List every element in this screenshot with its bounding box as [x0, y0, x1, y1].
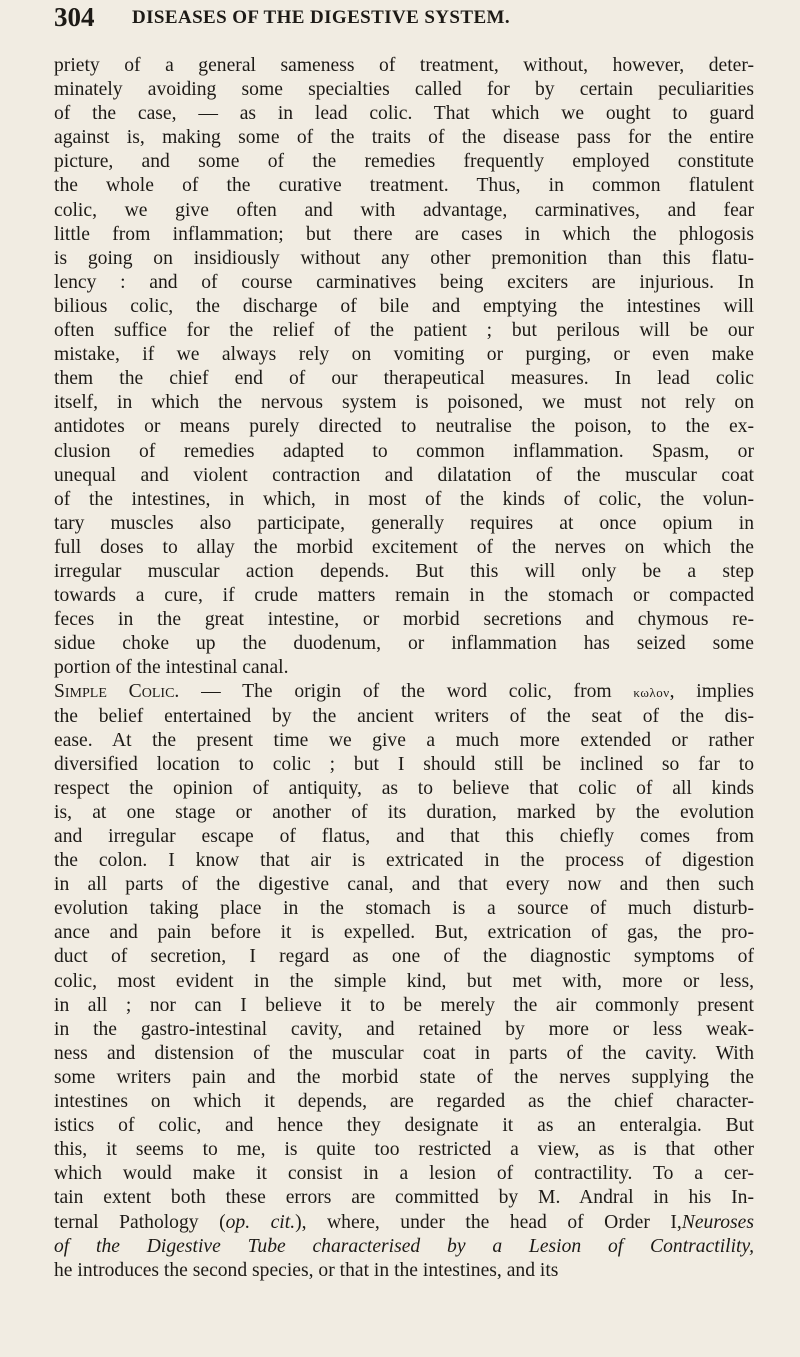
text-line: [54, 680, 754, 704]
text-line: lency : and of course carminatives being exciters are injurious. In: [54, 271, 754, 293]
text-line: this, it seems to me, is quite too restricted a view, as is that other: [54, 1139, 754, 1161]
text-line: minately avoiding some specialties called for by certain peculiarities: [54, 79, 754, 101]
text-line: irregular muscular action depends. But this will only be a step: [54, 560, 754, 582]
text-line: bilious colic, the discharge of bile and emptying the intestines will: [54, 295, 754, 317]
text-line: which would make it consist in a lesion of contractility. To a cer-: [54, 1163, 754, 1185]
text-span: ternal Pathology (: [54, 1211, 226, 1233]
paragraph-2: [54, 705, 754, 1211]
text-line: tary muscles also participate, generally requires at once opium in: [54, 512, 754, 534]
italic-citation: op. cit.: [225, 1211, 296, 1233]
text-line: against is, making some of the traits of the disease pass for the entire: [54, 127, 754, 149]
text-line: of the case, — as in lead colic. That which we ought to guard: [54, 103, 754, 125]
text-line: respect the opinion of antiquity, as to believe that colic of all kinds: [54, 777, 754, 799]
text-line: is going on insidiously without any other premonition than this flatu-: [54, 247, 754, 269]
running-head: DISEASES OF THE DIGESTIVE SYSTEM.: [132, 7, 511, 28]
text-line: in all parts of the digestive canal, and that every now and then such: [54, 874, 754, 896]
text-line: in all ; nor can I believe it to be merely the air commonly present: [54, 994, 754, 1016]
text-line: portion of the intestinal canal.: [54, 657, 289, 679]
text-line: intestines on which it depends, are regarded as the chief character-: [54, 1091, 754, 1113]
page-number: 304: [54, 2, 95, 32]
text-line: ness and distension of the muscular coat in parts of the cavity. With: [54, 1042, 754, 1064]
paragraph-1: [54, 54, 754, 680]
text-span: ), where, under the head of Order I,: [295, 1211, 682, 1233]
text-line: colic, most evident in the simple kind, but met with, more or less,: [54, 970, 754, 992]
text-line: little from inflammation; but there are cases in which the phlogosis: [54, 223, 754, 245]
text-line: and irregular escape of flatus, and that this chiefly comes from: [54, 826, 754, 847]
text-line: colic, we give often and with advantage, carminatives, and fear: [54, 199, 754, 221]
section-text-end: , implies: [669, 681, 754, 703]
text-line: sidue choke up the duodenum, or inflammation has seized some: [54, 633, 754, 655]
text-line: of the intestines, in which, in most of the kinds of colic, the volun-: [54, 488, 754, 510]
text-line: mistake, if we always rely on vomiting or purging, or even make: [54, 344, 754, 366]
text-line: the colon. I know that air is extricated in the process of digestion: [54, 850, 754, 872]
text-line: is, at one stage or another of its duration, marked by the evolution: [54, 801, 754, 823]
section-heading: Simple Colic.: [54, 681, 180, 703]
text-line: in the gastro-intestinal cavity, and retained by more or less weak-: [54, 1018, 754, 1040]
text-line: some writers pain and the morbid state of the nerves supplying the: [54, 1066, 754, 1088]
greek-word: κωλον: [633, 685, 670, 701]
text-line: ance and pain before it is expelled. But, extrication of gas, the pro-: [54, 922, 754, 944]
text-line: [54, 1235, 754, 1259]
italic-title: of the Digestive Tube characterised by a Lesion of Contractility,: [54, 1235, 754, 1257]
text-line: them the chief end of our therapeutical measures. In lead colic: [54, 368, 754, 390]
text-line: full doses to allay the morbid excitement of the nerves on which the: [54, 536, 754, 558]
text-line: priety of a general sameness of treatment, without, however, deter-: [54, 55, 754, 76]
italic-title: Neuroses: [681, 1211, 754, 1233]
text-line: itself, in which the nervous system is poisoned, we must not rely on: [54, 392, 754, 414]
text-span: he introduces the second species, or that in the intestines, and its: [54, 1259, 559, 1281]
text-line: [54, 1211, 754, 1235]
text-line: unequal and violent contraction and dilatation of the muscular coat: [54, 464, 754, 486]
text-line: istics of colic, and hence they designate it as an enteralgia. But: [54, 1115, 754, 1137]
text-line: the whole of the curative treatment. Thus, in common flatulent: [54, 175, 754, 197]
text-line: towards a cure, if crude matters remain in the stomach or compacted: [54, 585, 754, 607]
section-text: — The origin of the word colic, from: [201, 681, 612, 703]
text-line: tain extent both these errors are committed by M. Andral in his In-: [54, 1187, 754, 1209]
text-line: [54, 1259, 754, 1283]
text-line: antidotes or means purely directed to neutralise the poison, to the ex-: [54, 416, 754, 438]
text-line: feces in the great intestine, or morbid secretions and chymous re-: [54, 609, 754, 631]
body-text: [54, 54, 754, 1283]
text-line: ease. At the present time we give a much more extended or rather: [54, 729, 754, 751]
text-line: picture, and some of the remedies frequently employed constitute: [54, 151, 754, 173]
text-line: the belief entertained by the ancient writers of the seat of the dis-: [54, 705, 754, 727]
text-line: diversified location to colic ; but I should still be inclined so far to: [54, 753, 754, 775]
text-line: duct of secretion, I regard as one of the diagnostic symptoms of: [54, 946, 754, 968]
page-header: [54, 2, 754, 38]
text-line: often suffice for the relief of the patient ; but perilous will be our: [54, 320, 754, 342]
text-line: clusion of remedies adapted to common inflammation. Spasm, or: [54, 440, 754, 462]
text-line: evolution taking place in the stomach is a source of much disturb-: [54, 898, 754, 920]
